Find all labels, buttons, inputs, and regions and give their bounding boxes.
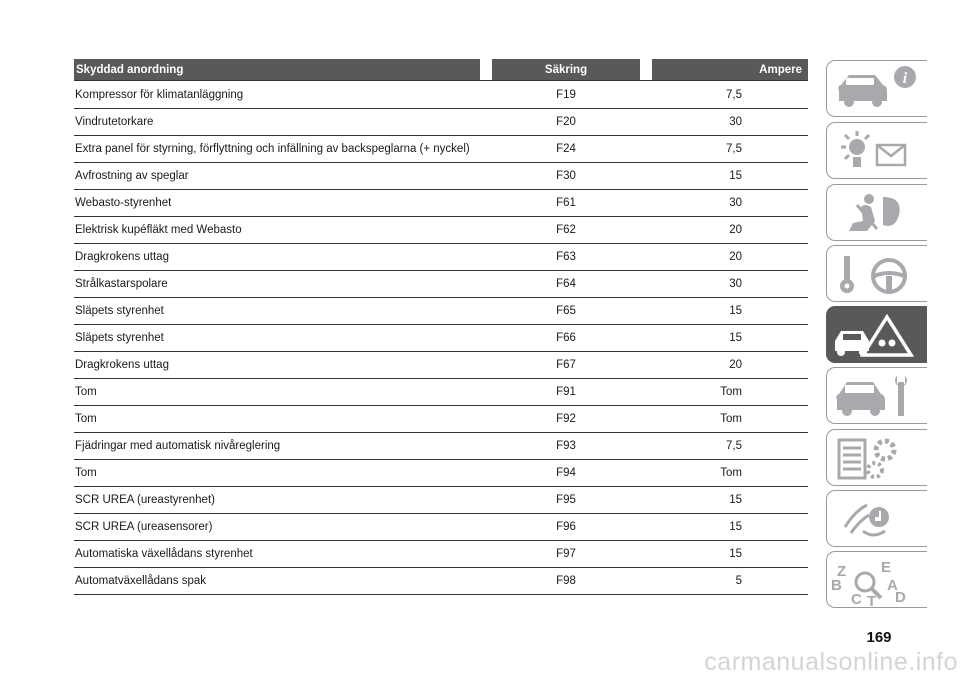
table-row	[74, 136, 808, 163]
cell-device: SCR UREA (ureasensorer)	[74, 514, 480, 541]
cell-ampere: Tom	[652, 460, 808, 487]
cell-device: Fjädringar med automatisk nivåreglering	[74, 433, 480, 460]
table-row	[74, 568, 808, 595]
cell-device: Automatväxellådans spak	[74, 568, 480, 595]
cell-ampere: 15	[652, 163, 808, 190]
svg-text:Z: Z	[837, 563, 847, 580]
cell-ampere: Tom	[652, 379, 808, 406]
cell-ampere: 20	[652, 217, 808, 244]
header-fuse: Säkring	[492, 59, 640, 81]
cell-fuse: F62	[492, 217, 640, 244]
cell-ampere: 15	[652, 325, 808, 352]
cell-fuse: F66	[492, 325, 640, 352]
chapter-tab[interactable]	[826, 245, 927, 302]
cell-ampere: 30	[652, 190, 808, 217]
cell-fuse: F24	[492, 136, 640, 163]
cell-fuse: F63	[492, 244, 640, 271]
table-row	[74, 325, 808, 352]
cell-ampere: 30	[652, 109, 808, 136]
cell-device: Släpets styrenhet	[74, 325, 480, 352]
cell-device: Kompressor för klimatanläggning	[74, 81, 480, 109]
cell-device: Tom	[74, 379, 480, 406]
cell-device: Dragkrokens uttag	[74, 352, 480, 379]
chapter-tab[interactable]	[826, 60, 927, 117]
svg-text:B: B	[831, 577, 842, 594]
table-row	[74, 217, 808, 244]
cell-device: Tom	[74, 406, 480, 433]
svg-text:i: i	[902, 70, 908, 87]
table-row	[74, 406, 808, 433]
page-number: 169	[866, 629, 892, 646]
fuse-table	[74, 59, 808, 595]
cell-fuse: F93	[492, 433, 640, 460]
table-row	[74, 460, 808, 487]
cell-device: Extra panel för styrning, förflyttning och infällning av backspeglarna (+ nyckel)	[74, 136, 480, 163]
cell-fuse: F20	[492, 109, 640, 136]
chapter-tab[interactable]	[826, 184, 927, 241]
cell-fuse: F67	[492, 352, 640, 379]
header-ampere: Ampere	[652, 59, 808, 81]
cell-ampere: 20	[652, 244, 808, 271]
table-row	[74, 81, 808, 109]
cell-ampere: 7,5	[652, 433, 808, 460]
cell-ampere: 30	[652, 271, 808, 298]
watermark: carmanualsonline.info	[704, 648, 958, 676]
cell-ampere: 5	[652, 568, 808, 595]
svg-text:C: C	[851, 591, 862, 608]
cell-device: SCR UREA (ureastyrenhet)	[74, 487, 480, 514]
chapter-tab[interactable]	[826, 551, 927, 608]
table-row	[74, 298, 808, 325]
chapter-tab[interactable]	[826, 306, 927, 363]
chapter-tab[interactable]	[826, 367, 927, 424]
cell-ampere: 7,5	[652, 81, 808, 109]
cell-ampere: 20	[652, 352, 808, 379]
svg-text:A: A	[887, 577, 898, 594]
svg-text:D: D	[895, 589, 906, 606]
cell-fuse: F95	[492, 487, 640, 514]
cell-fuse: F94	[492, 460, 640, 487]
cell-ampere: 15	[652, 541, 808, 568]
cell-device: Strålkastarspolare	[74, 271, 480, 298]
table-row	[74, 271, 808, 298]
cell-fuse: F96	[492, 514, 640, 541]
cell-fuse: F61	[492, 190, 640, 217]
cell-fuse: F98	[492, 568, 640, 595]
index-icon	[827, 552, 927, 609]
cell-fuse: F92	[492, 406, 640, 433]
technical-data-icon	[827, 430, 927, 487]
cell-device: Släpets styrenhet	[74, 298, 480, 325]
svg-text:T: T	[867, 593, 877, 609]
cell-fuse: F97	[492, 541, 640, 568]
table-row	[74, 487, 808, 514]
table-row	[74, 433, 808, 460]
cell-device: Webasto-styrenhet	[74, 190, 480, 217]
table-body	[74, 81, 808, 595]
car-info-icon	[827, 61, 927, 118]
svg-text:E: E	[881, 559, 892, 576]
table-row	[74, 163, 808, 190]
table-row	[74, 244, 808, 271]
chapter-tab[interactable]	[826, 490, 927, 547]
table-row	[74, 379, 808, 406]
cell-ampere: 15	[652, 514, 808, 541]
cell-fuse: F91	[492, 379, 640, 406]
seatbelt-airbag-icon	[827, 185, 927, 242]
table-row	[74, 352, 808, 379]
table-row	[74, 514, 808, 541]
emergency-warning-icon	[827, 307, 927, 364]
warning-lights-icon	[827, 123, 927, 180]
cell-device: Automatiska växellådans styrenhet	[74, 541, 480, 568]
cell-device: Dragkrokens uttag	[74, 244, 480, 271]
chapter-tab[interactable]	[826, 122, 927, 179]
cell-device: Tom	[74, 460, 480, 487]
table-row	[74, 541, 808, 568]
cell-device: Avfrostning av speglar	[74, 163, 480, 190]
table-row	[74, 109, 808, 136]
cell-device: Elektrisk kupéfläkt med Webasto	[74, 217, 480, 244]
table-row	[74, 190, 808, 217]
cell-ampere: 15	[652, 487, 808, 514]
header-device: Skyddad anordning	[74, 59, 480, 81]
cell-ampere: Tom	[652, 406, 808, 433]
cell-fuse: F64	[492, 271, 640, 298]
cell-fuse: F30	[492, 163, 640, 190]
cell-ampere: 15	[652, 298, 808, 325]
table-header-row	[74, 59, 808, 81]
cell-fuse: F65	[492, 298, 640, 325]
steering-wheel-key-icon	[827, 246, 927, 303]
car-maintenance-icon	[827, 368, 927, 425]
cell-ampere: 7,5	[652, 136, 808, 163]
chapter-tab[interactable]	[826, 429, 927, 486]
cell-fuse: F19	[492, 81, 640, 109]
multimedia-icon	[827, 491, 927, 548]
cell-device: Vindrutetorkare	[74, 109, 480, 136]
